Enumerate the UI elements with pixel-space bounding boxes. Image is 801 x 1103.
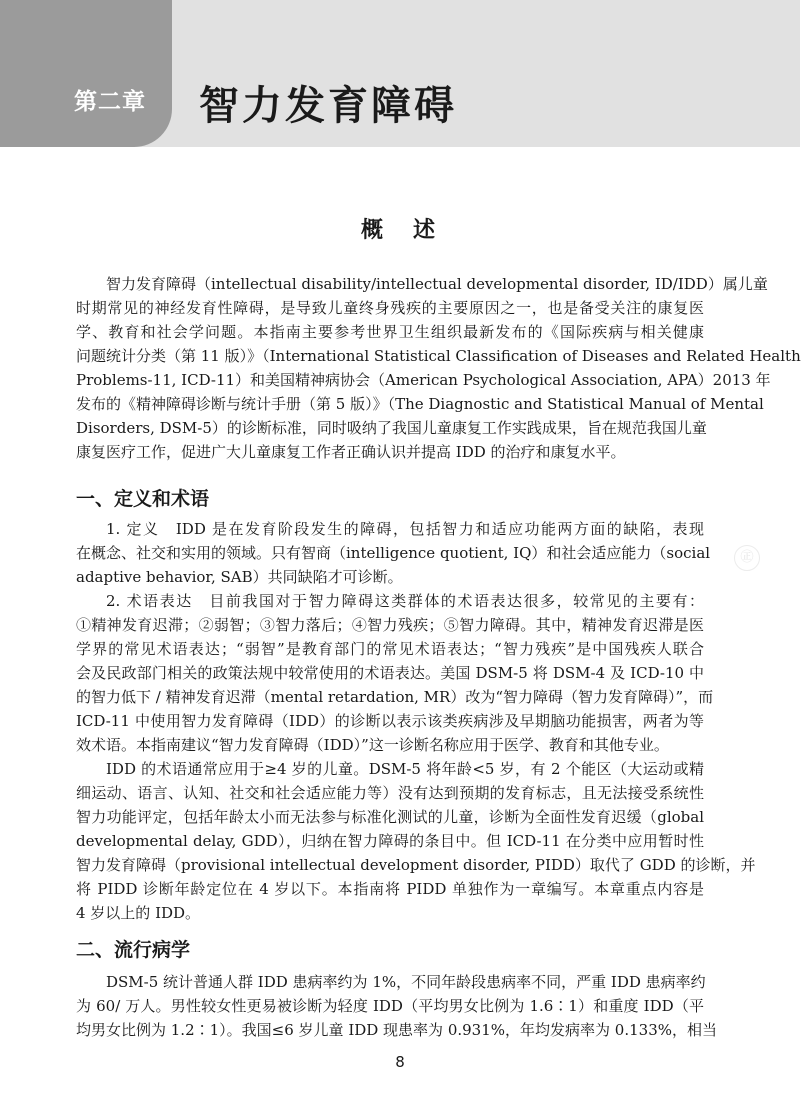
- intro-line: 问题统计分类（第 11 版）》（International Statistical Classification of Diseases and Related Health: [76, 347, 801, 365]
- terminology-line: 的智力低下 / 精神发育迟滞（mental retardation, MR）改为“智力障碍（智力发育障碍）”，而: [76, 688, 714, 706]
- definition-line: 1. 定义 IDD 是在发育阶段发生的障碍，包括智力和适应功能两方面的缺陷，表现: [106, 520, 704, 538]
- chapter-title: 智力发育障碍: [199, 83, 457, 129]
- terminology-line: ①精神发育迟滞；②弱智；③智力落后；④智力残疾；⑤智力障碍。其中，精神发育迟滞是医: [76, 616, 704, 634]
- terminology-line: ICD-11 中使用智力发育障碍（IDD）的诊断以表示该类疾病涉及早期脑功能损害，两者为等: [76, 712, 704, 730]
- age-line: 4 岁以上的 IDD。: [76, 904, 201, 922]
- intro-line: 康复医疗工作，促进广大儿童康复工作者正确认识并提高 IDD 的治疗和康复水平。: [76, 443, 626, 461]
- section-title: 概 述: [360, 218, 439, 243]
- terminology-line: 会及民政部门相关的政策法规中较常使用的术语表达。美国 DSM-5 将 DSM-4 及 ICD-10 中: [76, 664, 704, 682]
- epidemiology-line: 为 60/ 万人。男性较女性更易被诊断为轻度 IDD（平均男女比例为 1.6∶1）和重度 IDD（平: [76, 997, 704, 1015]
- age-line: 智力发育障碍（provisional intellectual development disorder, PIDD）取代了 GDD 的诊断，并: [76, 856, 756, 874]
- heading-epidemiology: 二、流行病学: [76, 939, 191, 961]
- epidemiology-line: DSM-5 统计普通人群 IDD 患病率约为 1%，不同年龄段患病率不同，严重 IDD 患病率约: [106, 973, 706, 991]
- age-line: developmental delay, GDD），归纳在智力障碍的条目中。但 ICD-11 在分类中应用暂时性: [76, 832, 704, 850]
- age-line: 细运动、语言、认知、社交和社会适应能力等）没有达到预期的发育标志，且无法接受系统性: [76, 784, 704, 802]
- age-line: 智力功能评定，包括年龄太小而无法参与标准化测试的儿童，诊断为全面性发育迟缓（global: [76, 808, 704, 826]
- intro-line: 学、教育和社会学问题。本指南主要参考世界卫生组织最新发布的《国际疾病与相关健康: [76, 323, 704, 341]
- terminology-line: 2. 术语表达 目前我国对于智力障碍这类群体的术语表达很多，较常见的主要有：: [106, 592, 704, 610]
- heading-definitions: 一、定义和术语: [76, 488, 210, 510]
- definition-line: adaptive behavior, SAB）共同缺陷才可诊断。: [76, 568, 403, 586]
- chapter-tab: [0, 0, 172, 147]
- faint-stamp-icon: ㊣: [734, 545, 760, 571]
- terminology-line: 效术语。本指南建议“智力发育障碍（IDD）”这一诊断名称应用于医学、教育和其他专业。: [76, 736, 669, 754]
- epidemiology-line: 均男女比例为 1.2∶1）。我国≤6 岁儿童 IDD 现患率为 0.931%，年均发病率为 0.133%，相当: [76, 1021, 717, 1039]
- chapter-label: 第二章: [74, 89, 146, 115]
- page-number: 8: [395, 1053, 405, 1071]
- intro-line: 时期常见的神经发育性障碍，是导致儿童终身残疾的主要原因之一，也是备受关注的康复医: [76, 299, 704, 317]
- intro-line: 智力发育障碍（intellectual disability/intellectual developmental disorder, ID/IDD）属儿童: [106, 275, 768, 293]
- intro-line: Disorders, DSM-5）的诊断标准，同时吸纳了我国儿童康复工作实践成果，旨在规范我国儿童: [76, 419, 707, 437]
- age-line: IDD 的术语通常应用于≥4 岁的儿童。DSM-5 将年龄<5 岁，有 2 个能区（大运动或精: [106, 760, 704, 778]
- terminology-line: 学界的常见术语表达；“弱智”是教育部门的常见术语表达；“智力残疾”是中国残疾人联合: [76, 640, 704, 658]
- intro-line: 发布的《精神障碍诊断与统计手册（第 5 版）》（The Diagnostic and Statistical Manual of Mental: [76, 395, 764, 413]
- definition-line: 在概念、社交和实用的领域。只有智商（intelligence quotient, IQ）和社会适应能力（social: [76, 544, 711, 562]
- age-line: 将 PIDD 诊断年龄定位在 4 岁以下。本指南将 PIDD 单独作为一章编写。本章重点内容是: [76, 880, 704, 898]
- intro-line: Problems-11, ICD-11）和美国精神病协会（American Psychological Association, APA）2013 年: [76, 371, 771, 389]
